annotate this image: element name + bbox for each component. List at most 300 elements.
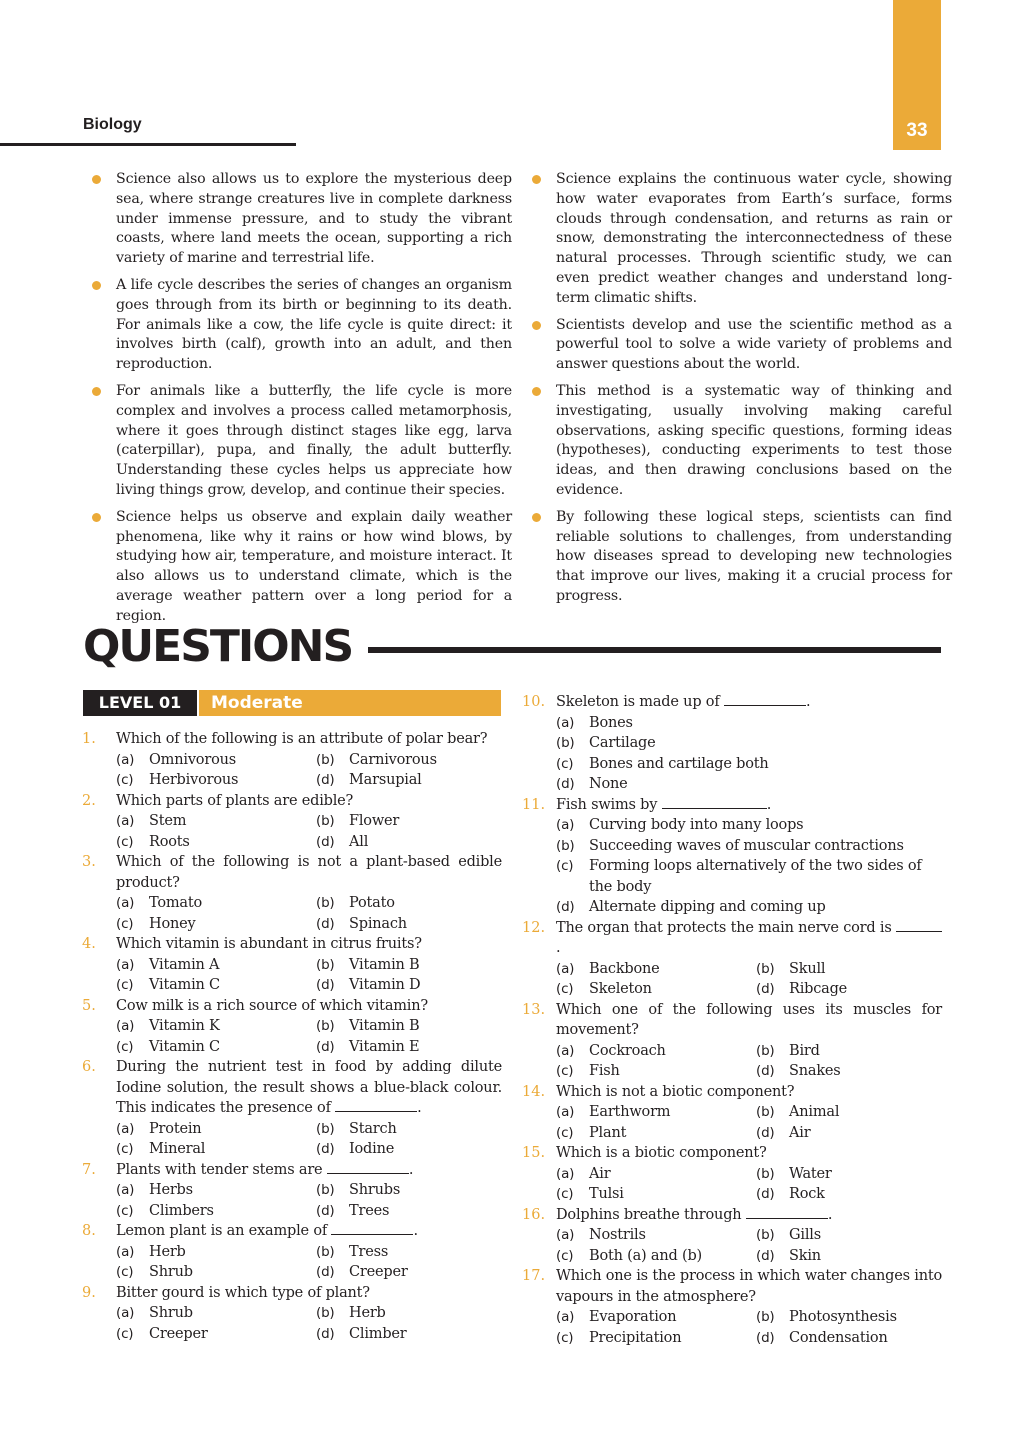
bullet-text: Science also allows us to explore the mysterious deep sea, where strange creatures live in complete darkness under immense pressure, and to study the vibrant coasts, where land meets the ocean, supporting a rich variety of marine and terrestrial life. [116,171,512,267]
option-text: Skull [789,960,826,977]
option-letter: (b) [756,1227,775,1243]
answer-option [316,1324,516,1345]
question-stem: During the nutrient test in food by adding dilute Iodine solution, the result shows a blue-black colour. This indicates the presence of [116,1059,502,1116]
answer-option [756,959,956,980]
answer-option [756,1102,956,1123]
level-banner [83,690,501,716]
answer-option [116,1201,316,1222]
answer-option [116,1016,316,1037]
bullet-dot-icon [532,387,541,396]
bullet-item [532,382,952,501]
option-text: Cockroach [589,1042,666,1059]
option-text: Tress [349,1243,389,1260]
question-text [116,852,502,893]
option-letter: (a) [556,1165,575,1182]
answer-option [756,1328,956,1349]
option-text: Curving body into many loops [589,817,804,833]
option-text: Forming loops alternatively of the two sides of the body [589,858,922,895]
option-letter: (c) [556,1329,574,1346]
bullet-text: Scientists develop and use the scientific method as a powerful tool to solve a wide variety of problems and answer questions about the world. [556,316,952,373]
answer-option [116,750,316,771]
answer-option [556,856,942,897]
option-text: Vitamin C [149,977,220,993]
option-text: Rock [789,1186,825,1202]
option-text: Animal [789,1104,840,1120]
answer-option [756,1061,956,1082]
bullet-dot-icon [532,513,541,522]
question-stem: The organ that protects the main nerve cord is [556,919,892,936]
question-stem: Which of the following is not a plant-based edible product? [116,854,502,891]
question-item [522,1143,942,1205]
option-text: Iodine [349,1141,395,1157]
answer-option [116,1262,316,1283]
option-letter: (a) [116,1243,135,1260]
question-text: Plants with tender stems are . [116,1161,414,1178]
option-letter: (b) [316,751,335,768]
option-letter: (c) [556,1247,574,1264]
answer-option [316,1262,516,1283]
answer-option [756,979,956,1000]
answer-option [556,774,942,795]
option-text: Vitamin K [149,1018,220,1034]
option-text: Vitamin D [349,977,421,993]
option-letter: (b) [556,735,575,751]
option-text: Vitamin C [149,1038,220,1055]
answer-options [556,1225,942,1266]
answer-option [556,1184,756,1205]
answer-option [116,811,316,832]
option-text: Marsupial [349,772,422,788]
question-stem: Cow milk is a rich source of which vitamin? [116,997,428,1014]
option-text: Protein [149,1120,202,1137]
option-text: Honey [149,915,196,932]
question-number: 8. [82,1223,96,1239]
question-stem: Bitter gourd is which type of plant? [116,1284,370,1301]
option-letter: (a) [556,817,575,833]
option-text: Skeleton [589,981,652,997]
answer-option [556,1246,756,1267]
option-text: Herb [349,1305,386,1321]
option-letter: (a) [116,1182,135,1198]
answer-option [756,1164,956,1185]
option-letter: (c) [556,858,574,874]
answer-option [116,955,316,976]
answer-options [556,713,942,795]
question-item [82,1160,502,1222]
option-letter: (b) [756,1309,775,1325]
answer-option [316,832,516,853]
answer-option [316,770,516,791]
question-item [82,791,502,853]
option-text: Shrubs [349,1182,401,1198]
question-text [116,1283,502,1304]
answer-options [556,1164,942,1205]
question-stem: Fish swims by [556,796,658,813]
option-letter: (b) [316,895,335,911]
option-letter: (c) [116,1325,134,1342]
answer-option [556,1041,756,1062]
question-stem: Which is a biotic component? [556,1145,767,1161]
page-number: 33 [906,120,928,141]
option-letter: (b) [756,1104,775,1120]
bullet-dot-icon [532,321,541,330]
question-number: 5. [82,997,96,1014]
option-letter: (b) [316,1305,335,1321]
answer-option [756,1225,956,1246]
right-bullet-column [532,170,952,614]
question-item [82,1221,502,1283]
question-number: 14. [522,1083,546,1100]
answer-option [316,1016,516,1037]
option-letter: (d) [756,1329,775,1346]
bullet-text: Science explains the continuous water cycle, showing how water evaporates from Earth’s surface, forms clouds through condensation, and returns as rain or snow, demonstrating the interconnectedness of these natural processes. Through scientific study, we can even predict weather changes and understand long-term climatic shifts. [556,171,952,306]
bullet-item [92,276,512,375]
option-text: Condensation [789,1329,888,1346]
question-text [116,996,502,1017]
option-text: Nostrils [589,1227,646,1243]
option-letter: (d) [756,981,775,997]
option-letter: (b) [756,1042,775,1059]
question-text: Skeleton is made up of . [556,694,811,710]
option-letter: (b) [556,837,575,854]
option-text: Snakes [789,1063,841,1079]
answer-option [556,1225,756,1246]
option-text: Both (a) and (b) [589,1247,702,1264]
question-number: 9. [82,1284,96,1301]
option-text: Flower [349,813,400,829]
answer-options [116,1242,502,1283]
answer-options [116,1180,502,1221]
answer-option [316,1119,516,1140]
answer-option [556,897,942,918]
option-letter: (d) [316,915,335,932]
option-text: Climbers [149,1202,214,1219]
bullet-text: This method is a systematic way of thinking and investigating, usually involving making careful observations, asking specific questions, forming ideas (hypotheses), conducting experiments to test those ideas, and then drawing conclusions based on the evidence. [556,382,952,498]
question-item [522,1000,942,1082]
option-text: Air [789,1124,811,1141]
answer-options [116,955,502,996]
option-letter: (c) [116,1264,134,1280]
option-letter: (a) [556,1042,575,1059]
bullet-item [532,508,952,607]
answer-option [316,750,516,771]
option-text: Alternate dipping and coming up [589,899,826,915]
option-text: Mineral [149,1141,206,1157]
option-letter: (b) [316,1120,335,1137]
option-letter: (c) [556,755,574,772]
answer-option [756,1184,956,1205]
answer-option [116,893,316,914]
answer-option [556,836,942,857]
option-text: Shrub [149,1264,193,1280]
question-number: 3. [82,854,96,870]
question-stem: Skeleton is made up of [556,694,720,710]
question-stem: Which is not a biotic component? [556,1083,795,1100]
option-letter: (c) [116,915,134,932]
answer-options [116,750,502,791]
question-number: 2. [82,792,96,809]
option-text: Bones and cartilage both [589,755,769,772]
option-letter: (c) [116,833,134,850]
page-number-tab [893,0,941,150]
bullet-text: A life cycle describes the series of changes an organism goes through from its birth or beginning to its death. For animals like a cow, the life cycle is quite direct: it involves birth (calf), growth into an adult, and then reproduction. [116,276,512,373]
bullet-item [92,508,512,627]
option-letter: (d) [756,1063,775,1079]
answer-option [316,1180,516,1201]
option-text: Air [589,1165,611,1182]
answer-options [556,1102,942,1143]
question-number: 6. [82,1059,96,1075]
option-text: Herbs [149,1182,193,1198]
question-item [522,1082,942,1144]
option-letter: (a) [556,960,575,977]
answer-option [116,1242,316,1263]
option-text: Tomato [149,895,203,911]
option-text: None [589,776,628,792]
option-letter: (c) [116,1141,134,1157]
option-letter: (d) [316,1325,335,1342]
question-stem: Lemon plant is an example of [116,1223,328,1239]
bullet-dot-icon [92,513,101,522]
question-item [522,795,942,918]
answer-option [316,1201,516,1222]
option-letter: (d) [316,1141,335,1157]
question-item [82,996,502,1058]
question-item [82,934,502,996]
option-text: Plant [589,1124,627,1141]
bullet-dot-icon [92,175,101,184]
option-letter: (b) [316,813,335,829]
option-text: Cartilage [589,735,656,751]
answer-option [116,1139,316,1160]
option-letter: (b) [316,1182,335,1198]
answer-option [316,1139,516,1160]
bullet-dot-icon [532,175,541,184]
answer-option [116,1324,316,1345]
answer-option [116,770,316,791]
option-text: Bird [789,1042,820,1059]
question-number: 13. [522,1001,546,1018]
answer-option [556,1164,756,1185]
question-stem: Plants with tender stems are [116,1161,323,1178]
answer-blank [335,1100,417,1112]
option-letter: (c) [556,1124,574,1141]
level-label: LEVEL 01 [83,690,197,716]
option-letter: (c) [556,1063,574,1079]
question-stem: Which one is the process in which water changes into vapours in the atmosphere? [556,1268,942,1305]
answer-option [556,1123,756,1144]
bullet-dot-icon [92,387,101,396]
option-letter: (d) [316,1202,335,1219]
bullet-item [92,382,512,501]
option-letter: (a) [116,813,135,829]
option-text: Creeper [149,1325,208,1342]
answer-option [556,754,942,775]
option-text: Vitamin B [349,1018,420,1034]
answer-option [756,1041,956,1062]
bullet-item [532,170,952,309]
question-stem: Which of the following is an attribute of polar bear? [116,731,488,747]
answer-option [556,1061,756,1082]
option-text: All [349,833,369,850]
answer-option [556,733,942,754]
option-text: Evaporation [589,1309,677,1325]
option-text: Vitamin E [349,1038,420,1055]
question-number: 4. [82,936,96,952]
answer-blank [724,694,806,706]
option-letter: (c) [556,1186,574,1202]
answer-option [116,1180,316,1201]
question-number: 17. [522,1268,546,1284]
question-text: Fish swims by . [556,796,772,813]
option-text: Creeper [349,1264,408,1280]
option-letter: (d) [316,772,335,788]
option-text: Shrub [149,1305,193,1321]
subject-underline [0,143,296,146]
answer-option [116,914,316,935]
option-letter: (a) [116,1018,135,1034]
answer-option [316,955,516,976]
answer-blank [896,920,942,932]
option-letter: (a) [556,1104,575,1120]
answer-option [316,914,516,935]
answer-option [116,1119,316,1140]
option-text: Herbivorous [149,772,239,788]
answer-option [116,975,316,996]
option-letter: (d) [756,1124,775,1141]
answer-blank [662,797,767,809]
subject-title: Biology [83,116,142,133]
question-number: 7. [82,1161,96,1178]
answer-option [316,1303,516,1324]
answer-option [556,1102,756,1123]
answer-options [116,893,502,934]
bullet-dot-icon [92,281,101,290]
question-stem: Which parts of plants are edible? [116,792,354,809]
question-number: 1. [82,731,96,747]
question-text: During the nutrient test in food by adding dilute Iodine solution, the result shows a blue-black colour. This indicates the presence of . [116,1059,502,1116]
question-text [556,1000,942,1041]
option-text: Stem [149,813,187,829]
option-letter: (a) [116,751,135,768]
question-item [522,692,942,795]
option-letter: (a) [116,1120,135,1137]
bullet-item [532,316,952,375]
answer-blank [331,1223,413,1235]
answer-options [116,1119,502,1160]
option-letter: (d) [316,833,335,850]
question-number: 11. [522,796,546,813]
option-text: Trees [349,1202,390,1219]
option-letter: (a) [556,1309,575,1325]
question-item [522,918,942,1000]
option-text: Carnivorous [349,751,437,768]
option-text: Tulsi [589,1186,624,1202]
answer-option [756,1307,956,1328]
option-letter: (c) [116,977,134,993]
option-letter: (d) [316,977,335,993]
answer-blank [327,1162,409,1174]
answer-options [556,1307,942,1348]
question-stem: Dolphins breathe through [556,1206,742,1223]
option-text: Potato [349,895,395,911]
question-stem: Which one of the following uses its muscles for movement? [556,1001,942,1038]
question-number: 16. [522,1206,546,1223]
question-number: 12. [522,919,546,936]
answer-option [556,713,942,734]
answer-option [756,1246,956,1267]
answer-options [556,1041,942,1082]
option-text: Photosynthesis [789,1309,897,1325]
option-letter: (a) [556,714,575,731]
answer-options [116,1016,502,1057]
answer-option [316,1242,516,1263]
option-letter: (a) [556,1227,575,1243]
option-letter: (b) [316,1243,335,1260]
question-text [116,934,502,955]
option-letter: (b) [756,960,775,977]
answer-option [316,975,516,996]
answer-options [116,1303,502,1344]
option-letter: (c) [116,1202,134,1219]
option-text: Precipitation [589,1329,682,1346]
left-bullet-column [92,170,512,634]
option-text: Skin [789,1247,821,1264]
option-text: Climber [349,1325,407,1342]
option-letter: (a) [116,895,135,911]
option-letter: (a) [116,956,135,973]
option-text: Fish [589,1063,620,1079]
answer-option [316,893,516,914]
option-letter: (b) [316,1018,335,1034]
answer-option [556,979,756,1000]
option-text: Earthworm [589,1104,671,1120]
answer-options [116,811,502,852]
answer-option [756,1123,956,1144]
option-text: Backbone [589,960,660,977]
answer-option [316,811,516,832]
option-letter: (b) [316,956,335,973]
option-letter: (c) [116,772,134,788]
option-text: Gills [789,1227,821,1243]
option-text: Vitamin A [149,956,220,973]
question-item [522,1205,942,1267]
option-text: Herb [149,1243,186,1260]
questions-heading: QUESTIONS [83,621,353,672]
option-text: Ribcage [789,981,848,997]
option-letter: (d) [556,899,575,915]
option-text: Starch [349,1120,397,1137]
questions-right-column [522,692,942,1348]
bullet-text: Science helps us observe and explain daily weather phenomena, like why it rains or how wind blows, by studying how air, temperature, and moisture interact. It also allows us to understand climate, which is the average weather pattern over a long period for a region. [116,508,512,624]
answer-option [556,959,756,980]
question-item [522,1266,942,1348]
option-letter: (d) [316,1264,335,1280]
option-letter: (d) [756,1247,775,1264]
option-text: Water [789,1165,832,1182]
bullet-text: For animals like a butterfly, the life cycle is more complex and involves a process called metamorphosis, where it goes through distinct stages like egg, larva (caterpillar), pupa, and finally, the adult butterfly. Understanding these cycles helps us appreciate how living things grow, develop, and continue their species. [116,382,512,498]
answer-option [556,1328,756,1349]
level-difficulty: Moderate [199,690,501,716]
option-text: Succeeding waves of muscular contractions [589,837,904,854]
option-letter: (d) [756,1186,775,1202]
question-number: 15. [522,1145,546,1161]
option-letter: (a) [116,1305,135,1321]
question-number: 10. [522,694,546,710]
question-text: Lemon plant is an example of . [116,1223,418,1239]
question-item [82,1057,502,1160]
option-letter: (c) [556,981,574,997]
